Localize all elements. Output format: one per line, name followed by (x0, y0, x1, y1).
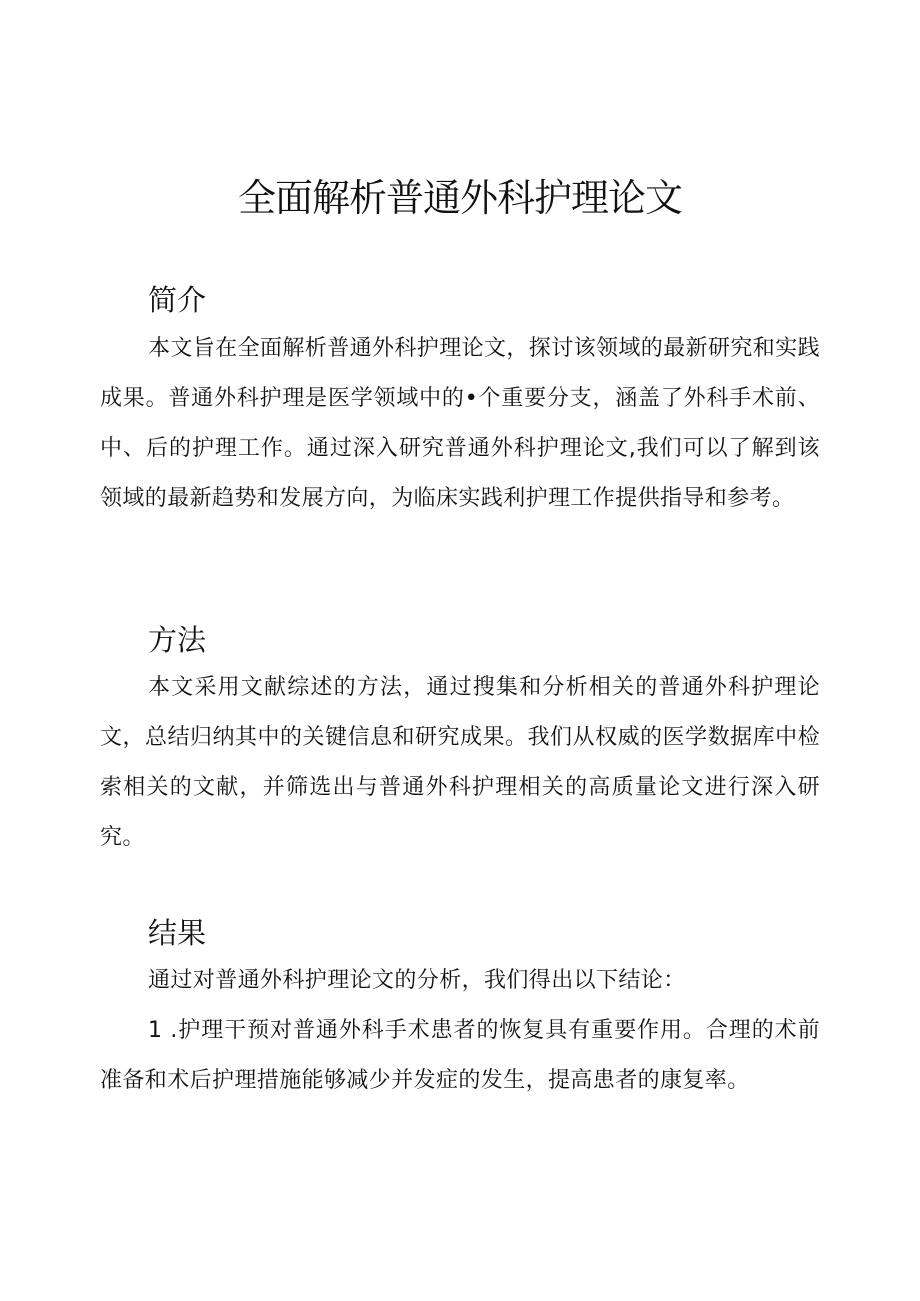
section-heading-results: 结果 (148, 916, 207, 950)
document-title: 全面解析普通外科护理论文 (237, 176, 682, 220)
results-list-item-1: 1 .护理干预对普通外科手术患者的恢复具有重要作用。合理的术前准备和术后护理措施能够减少并发症的发生，提高患者的康复率。 (100, 1018, 820, 1093)
section-body-method: 本文采用文献综述的方法，通过搜集和分析相关的普通外科护理论文，总结归纳其中的关键信息和研究成果。我们从权威的医学数据库中检索相关的文献，并筛选出与普通外科护理相关的高质量论文进行深入研究。 (100, 675, 820, 850)
section-body-intro: 本文旨在全面解析普通外科护理论文，探讨该领域的最新研究和实践成果。普通外科护理是医学领域中的•个重要分支，涵盖了外科手术前、中、后的护理工作。通过深入研究普通外科护理论文,我们可以了解到该领域的最新趋势和发展方向，为临床实践利护理工作提供指导和参考。 (100, 336, 821, 511)
results-lead-paragraph: 通过对普通外科护理论文的分析，我们得出以下结论： (148, 968, 686, 993)
section-heading-intro: 简介 (148, 283, 207, 317)
section-heading-method: 方法 (148, 623, 207, 657)
